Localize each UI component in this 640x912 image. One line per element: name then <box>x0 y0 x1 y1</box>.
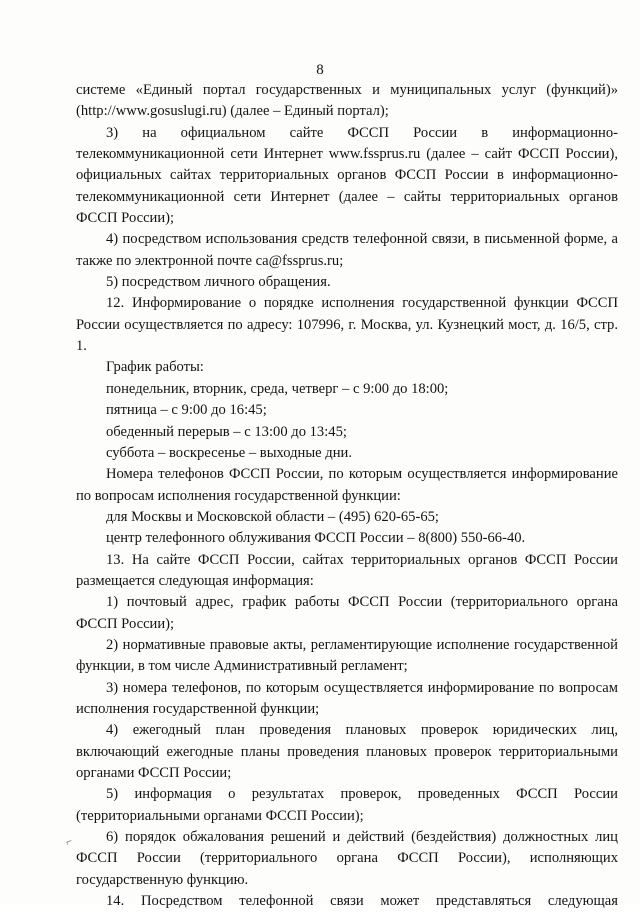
document-body <box>76 80 618 912</box>
paragraph-8: пятница – с 9:00 до 16:45; <box>106 402 267 419</box>
paragraph-2: 3) на официальном сайте ФССП России в информационно-телекоммуникационной сети Интернет www.fssprus.ru (далее – сайт ФССП России), официальных сайтах территориальных органов ФССП России в информационно-телекоммуникационной сети Интернет (далее – сайты территориальных органов ФССП России); <box>76 124 618 227</box>
paragraph-9: обеденный перерыв – с 13:00 до 13:45; <box>106 423 347 440</box>
paragraph-12: для Москвы и Московской области – (495) 620-65-65; <box>106 508 439 525</box>
paragraph-15: 1) почтовый адрес, график работы ФССП России (территориального органа ФССП России); <box>76 594 618 632</box>
paragraph-20: 6) порядок обжалования решений и действий (бездействия) должностных лиц ФССП России (территориального органа ФССП России), исполняющих государственную функцию. <box>76 829 618 888</box>
paragraph-1: системе «Единый портал государственных и муниципальных услуг (функций)» (http://www.gosuslugi.ru) (далее – Единый портал); <box>76 82 618 120</box>
margin-mark-icon: ⌐ <box>64 835 75 849</box>
page-number: 8 <box>316 62 324 78</box>
paragraph-10: суббота – воскресенье – выходные дни. <box>106 444 352 461</box>
paragraph-17: 3) номера телефонов, по которым осуществляется информирование по вопросам исполнения государственной функции; <box>76 679 618 717</box>
paragraph-21: 14. Посредством телефонной связи может представляться следующая <box>106 893 618 910</box>
paragraph-3: 4) посредством использования средств телефонной связи, в письменной форме, а также по электронной почте ca@fssprus.ru; <box>76 231 618 269</box>
paragraph-11: Номера телефонов ФССП России, по которым осуществляется информирование по вопросам исполнения государственной функции: <box>76 466 618 504</box>
paragraph-4: 5) посредством личного обращения. <box>106 274 331 291</box>
paragraph-5: 12. Информирование о порядке исполнения государственной функции ФССП России осуществляется по адресу: 107996, г. Москва, ул. Кузнецкий мост, д. 16/5, стр. 1. <box>76 295 618 355</box>
paragraph-14: 13. На сайте ФССП России, сайтах территориальных органов ФССП России размещается следующая информация: <box>76 551 618 589</box>
paragraph-7: понедельник, вторник, среда, четверг – с 9:00 до 18:00; <box>106 380 449 397</box>
paragraph-16: 2) нормативные правовые акты, регламентирующие исполнение государственной функции, в том числе Административный регламент; <box>76 636 618 675</box>
paragraph-18: 4) ежегодный план проведения плановых проверок юридических лиц, включающий ежегодные планы проведения плановых проверок территориальными органами ФССП России; <box>76 722 618 781</box>
paragraph-6: График работы: <box>106 359 204 376</box>
paragraph-19: 5) информация о результатах проверок, проведенных ФССП России (территориальными органами ФССП России); <box>76 786 618 824</box>
paragraph-13: центр телефонного облуживания ФССП России – 8(800) 550-66-40. <box>106 530 526 547</box>
